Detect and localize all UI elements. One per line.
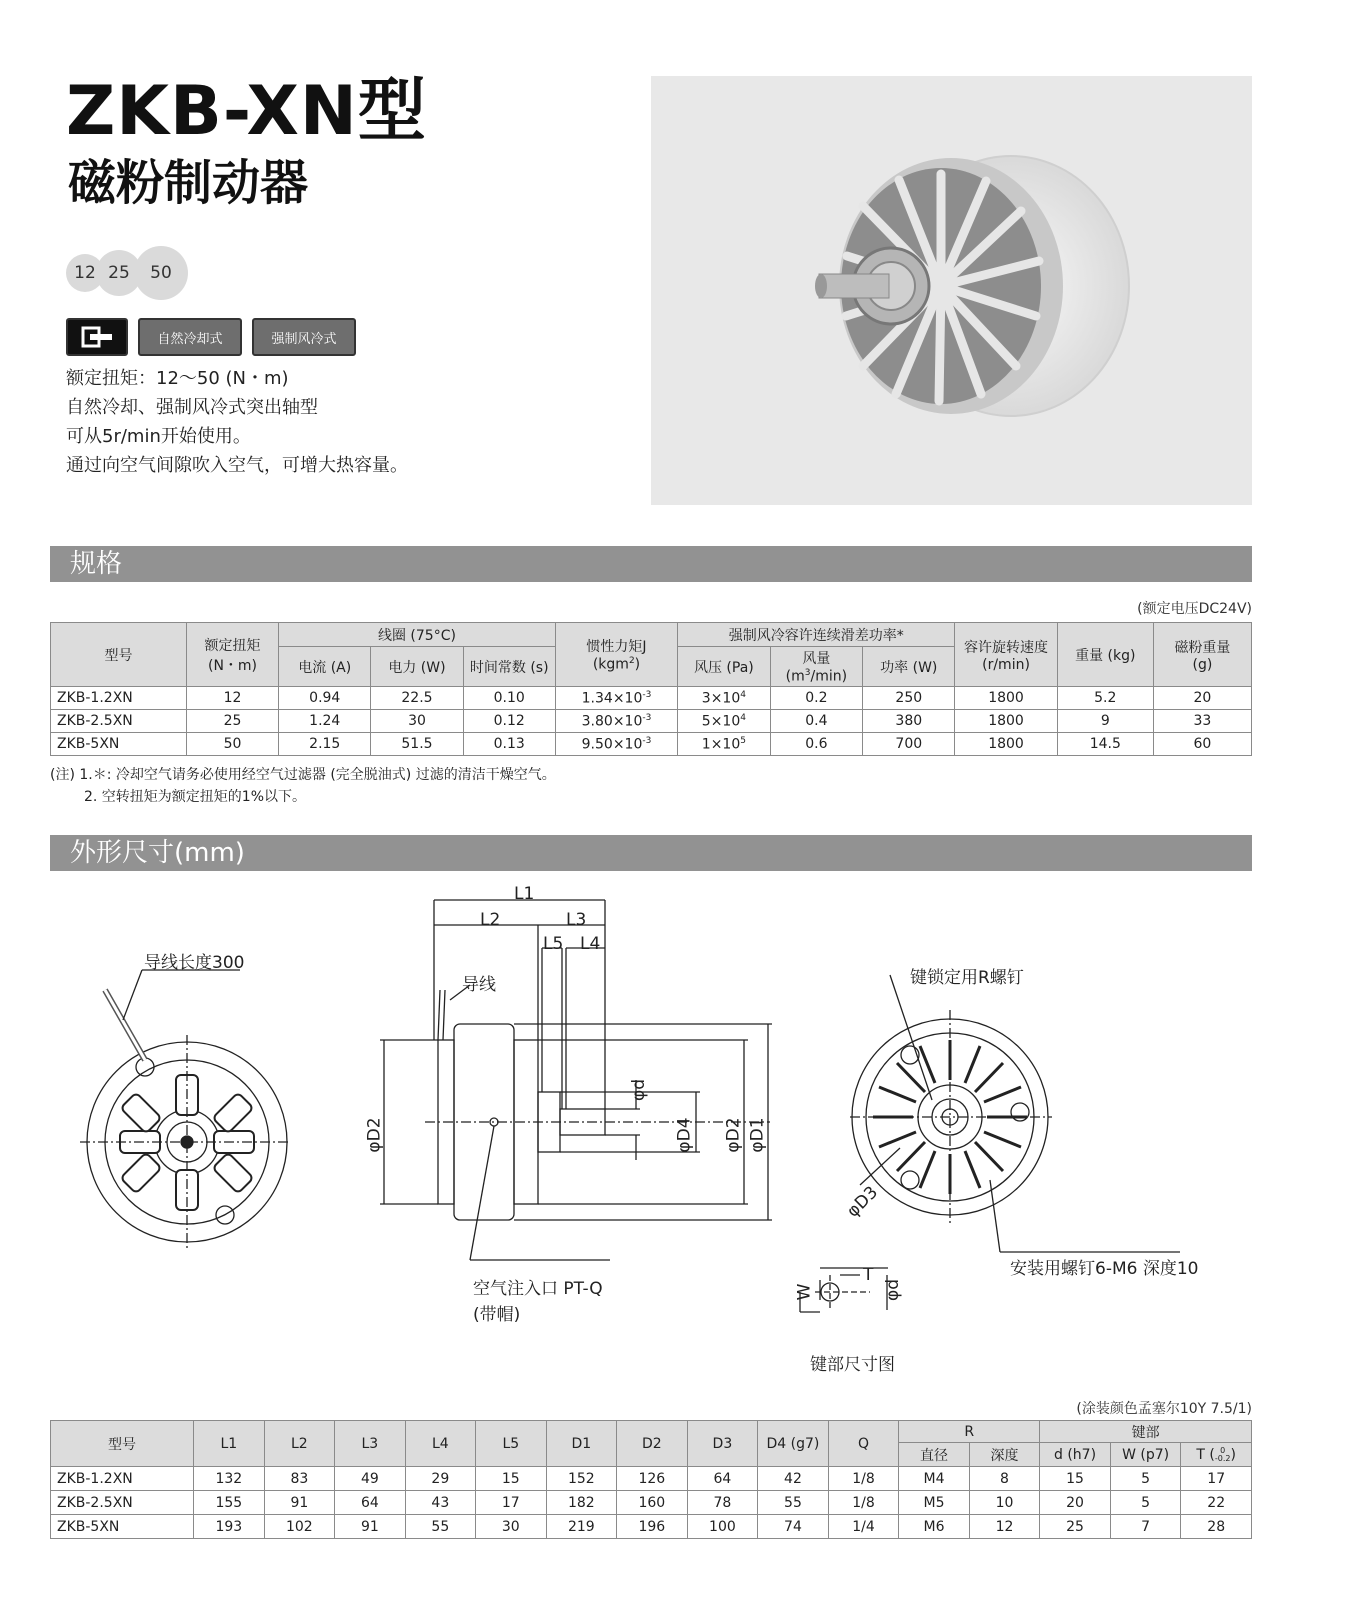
table-row: ZKB-2.5XN 155 91 64 43 17 182 160 78 55 1/8 M5 10 20 5 22 (51, 1491, 1252, 1515)
air-inlet-label: 空气注入口 PT-Q (473, 1279, 603, 1299)
col-weight: 重量 (kg) (1057, 623, 1153, 687)
dim-col-L4: L4 (405, 1421, 475, 1467)
type-icons (66, 318, 366, 356)
col-inertia: 惯性力矩J (kgm$^2$) (555, 623, 677, 687)
dim-phiD1-label: φD1 (747, 1117, 768, 1153)
dim-col-D4: D4 (g7) (758, 1421, 829, 1467)
col-power: 电力 (W) (371, 647, 463, 687)
air-inlet-cap-label: (带帽) (473, 1305, 521, 1325)
dim-col-D2: D2 (617, 1421, 688, 1467)
dim-phiD2-right-label: φD2 (723, 1117, 744, 1153)
col-slip-power: 功率 (W) (863, 647, 955, 687)
dim-col-key: 键部 (1040, 1421, 1252, 1443)
dim-L2-label: L2 (480, 910, 501, 930)
dim-phiD2-left-label: φD2 (364, 1117, 385, 1153)
dim-col-D1: D1 (546, 1421, 617, 1467)
col-current: 电流 (A) (279, 647, 371, 687)
spec-notes (50, 764, 556, 808)
size-chip-12: 12 (66, 254, 104, 292)
desc-line: 额定扭矩：12～50 (N・m) (66, 368, 289, 389)
note-line: 2. 空转扭矩为额定扭矩的1%以下。 (84, 789, 307, 805)
col-air-volume: 风量 $(m^3/\min)$ (770, 647, 863, 687)
lead-label: 导线 (462, 975, 496, 995)
col-coil: 线圈 (75°C) (279, 623, 556, 647)
desc-line: 通过向空气间隙吹入空气，可增大热容量。 (66, 455, 408, 476)
dim-col-key-T: T ( 0 -0.2) (1181, 1443, 1252, 1467)
product-name-title: 磁粉制动器 (68, 155, 309, 211)
dimensions-table (50, 1420, 1252, 1539)
dim-col-D3: D3 (687, 1421, 758, 1467)
product-photo (651, 76, 1252, 505)
table-row: ZKB-2.5XN 25 1.24 30 0.12 $3.80\times 10^{-3}$ $5\times 10^4$ 0.4 380 1800 9 33 (51, 710, 1252, 733)
key-detail-caption: 键部尺寸图 (810, 1355, 895, 1375)
mount-screw-label: 安装用螺钉6-M6 深度10 (1010, 1259, 1199, 1279)
desc-line: 自然冷却、强制风冷式突出轴型 (66, 397, 318, 418)
col-rated-torque: 额定扭矩 (N・m) (186, 623, 278, 687)
table-row: ZKB-1.2XN 12 0.94 22.5 0.10 $1.34\times 10^{-3}$ $3\times 10^4$ 0.2 250 1800 5.2 20 (51, 687, 1252, 710)
table-row: ZKB-1.2XN 132 83 49 29 15 152 126 64 42 1/8 M4 8 15 5 17 (51, 1467, 1252, 1491)
dim-col-R-depth: 深度 (969, 1443, 1039, 1467)
dim-phid-label: φd (629, 1078, 650, 1102)
desc-line: 可从5r/min开始使用。 (66, 426, 251, 447)
dim-phiD3-label: φD3 (843, 1182, 883, 1222)
dim-L4-label: L4 (580, 934, 601, 954)
key-screw-label: 键锁定用R螺钉 (910, 968, 1024, 988)
key-W-label: W (794, 1283, 815, 1301)
rear-view-drawing (850, 975, 1180, 1252)
dim-col-key-d: d (h7) (1040, 1443, 1111, 1467)
natural-cooling-badge: 自然冷却式 (138, 318, 242, 356)
col-time-constant: 时间常数 (s) (463, 647, 555, 687)
dim-col-L2: L2 (264, 1421, 335, 1467)
table-row: ZKB-5XN 193 102 91 55 30 219 196 100 74 1/4 M6 12 25 7 28 (51, 1515, 1252, 1539)
dim-phiD4-label: φD4 (674, 1117, 695, 1153)
dim-col-R: R (899, 1421, 1040, 1443)
shaft-type-icon (66, 318, 128, 356)
size-chip-25: 25 (96, 250, 142, 296)
dim-col-L3: L3 (335, 1421, 405, 1467)
col-powder-weight: 磁粉重量 (g) (1153, 623, 1251, 687)
key-d-label: φd (883, 1278, 904, 1302)
col-air-pressure: 风压 (Pa) (678, 647, 770, 687)
dim-L1-label: L1 (514, 884, 535, 904)
lead-length-label: 导线长度300 (144, 953, 245, 973)
product-model-title: ZKB-XN型 (66, 72, 427, 151)
table-row: ZKB-5XN 50 2.15 51.5 0.13 $9.50\times 10^{-3}$ $1\times 10^5$ 0.6 700 1800 14.5 60 (51, 733, 1252, 756)
dim-L3-label: L3 (566, 910, 587, 930)
dim-col-key-W: W (p7) (1110, 1443, 1181, 1467)
dim-col-Q: Q (828, 1421, 899, 1467)
product-description (66, 364, 408, 480)
key-T-label: T (863, 1265, 874, 1285)
dim-col-L1: L1 (194, 1421, 265, 1467)
spec-section-header: 规格 (50, 546, 1252, 582)
front-view-drawing (80, 970, 290, 1250)
spec-table (50, 622, 1252, 756)
note-line: (注) 1.＊: 冷却空气请务必使用经空气过滤器 (完全脱油式) 过滤的清洁干燥空气。 (50, 767, 556, 783)
col-speed: 容许旋转速度 (r/min) (955, 623, 1057, 687)
dim-L5-label: L5 (543, 934, 564, 954)
side-view-drawing (380, 900, 772, 1260)
size-chip-50: 50 (134, 246, 188, 300)
col-forced-air: 强制风冷容许连续滑差功率* (678, 623, 955, 647)
dim-col-R-dia: 直径 (899, 1443, 970, 1467)
dimensions-section-header: 外形尺寸(mm) (50, 835, 1252, 871)
size-chips (66, 246, 180, 300)
paint-note: (涂装颜色孟塞尔10Y 7.5/1) (1076, 1401, 1252, 1417)
rated-voltage-note: (额定电压DC24V) (1137, 601, 1252, 617)
col-model: 型号 (51, 623, 187, 687)
forced-cooling-badge: 强制风冷式 (252, 318, 356, 356)
dim-col-L5: L5 (476, 1421, 546, 1467)
dim-col-model: 型号 (51, 1421, 194, 1467)
